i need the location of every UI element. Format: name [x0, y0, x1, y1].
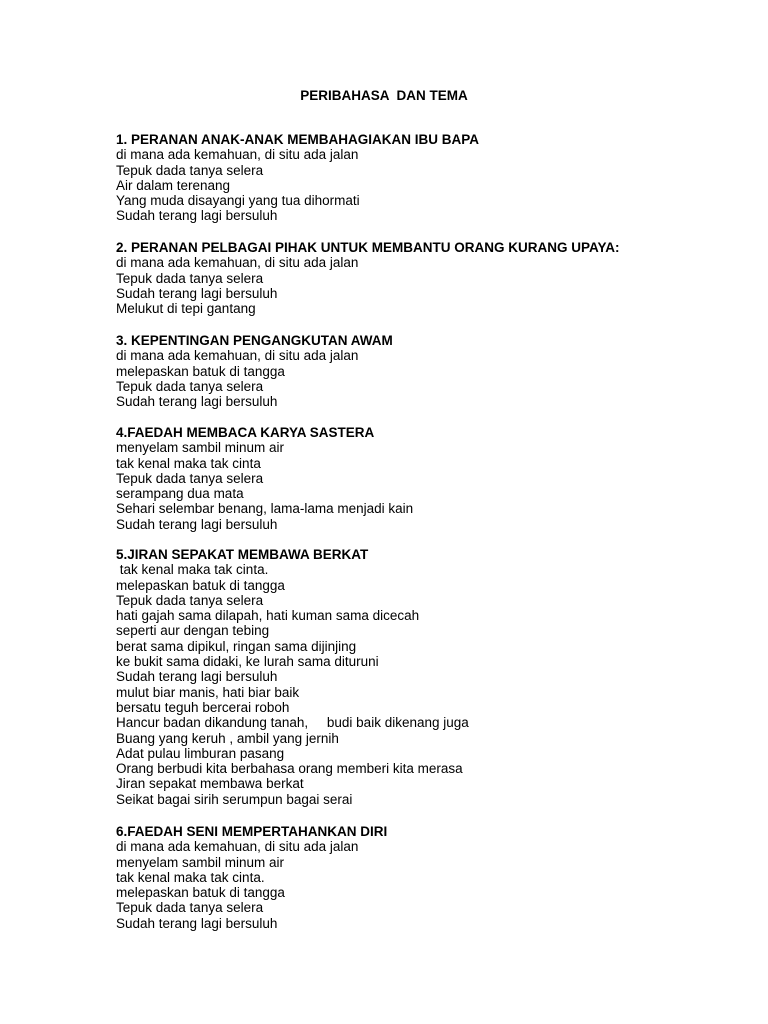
section-heading: 5.JIRAN SEPAKAT MEMBAWA BERKAT [116, 547, 369, 562]
proverb-line: Sudah terang lagi bersuluh [116, 394, 278, 410]
section-heading: 3. KEPENTINGAN PENGANGKUTAN AWAM [116, 333, 393, 348]
proverb-line: Tepuk dada tanya selera [116, 378, 264, 394]
section-heading: 2. PERANAN PELBAGAI PIHAK UNTUK MEMBANTU ORANG KURANG UPAYA: [116, 240, 620, 255]
proverb-line: Tepuk dada tanya selera [116, 900, 264, 916]
proverb-line: melepaskan batuk di tangga [116, 885, 285, 901]
proverb-line: menyelam sambil minum air [116, 440, 285, 456]
section-5 [116, 547, 736, 807]
proverb-line: tak kenal maka tak cinta. [116, 869, 265, 885]
proverb-line: tak kenal maka tak cinta. [116, 562, 269, 578]
proverb-line: Hancur badan dikandung tanah, budi baik dikenang juga [116, 715, 469, 731]
proverb-line: Tepuk dada tanya selera [116, 270, 264, 286]
proverb-line: di mana ada kemahuan, di situ ada jalan [116, 147, 359, 163]
proverb-line: Sudah terang lagi bersuluh [116, 285, 278, 301]
proverb-line: Tepuk dada tanya selera [116, 592, 264, 608]
document-title: PERIBAHASA DAN TEMA [300, 88, 468, 103]
proverb-line: melepaskan batuk di tangga [116, 363, 285, 379]
proverb-line: Jiran sepakat membawa berkat [116, 776, 304, 792]
proverb-line: di mana ada kemahuan, di situ ada jalan [116, 255, 359, 271]
section-4 [116, 425, 736, 532]
proverb-line: Sudah terang lagi bersuluh [116, 915, 278, 931]
proverb-line: Sudah terang lagi bersuluh [116, 669, 278, 685]
proverb-line: ke bukit sama didaki, ke lurah sama dituruni [116, 654, 379, 670]
section-6 [116, 824, 736, 931]
proverb-line: Seikat bagai sirih serumpun bagai serai [116, 791, 353, 807]
proverb-line: Adat pulau limburan pasang [116, 745, 285, 761]
proverb-line: mulut biar manis, hati biar baik [116, 684, 300, 700]
proverb-line: Air dalam terenang [116, 177, 231, 193]
proverb-line: Sehari selembar benang, lama-lama menjadi kain [116, 501, 414, 517]
proverb-line: Tepuk dada tanya selera [116, 470, 264, 486]
section-heading: 4.FAEDAH MEMBACA KARYA SASTERA [116, 425, 375, 440]
section-3 [116, 333, 736, 409]
proverb-line: serampang dua mata [116, 486, 244, 502]
proverb-line: Tepuk dada tanya selera [116, 162, 264, 178]
proverb-line: hati gajah sama dilapah, hati kuman sama dicecah [116, 608, 420, 624]
proverb-line: seperti aur dengan tebing [116, 623, 270, 639]
proverb-line: melepaskan batuk di tangga [116, 577, 285, 593]
proverb-line: Yang muda disayangi yang tua dihormati [116, 193, 360, 209]
proverb-line: Buang yang keruh , ambil yang jernih [116, 730, 339, 746]
section-heading: 6.FAEDAH SENI MEMPERTAHANKAN DIRI [116, 824, 388, 839]
proverb-line: tak kenal maka tak cinta [116, 455, 261, 471]
proverb-line: Sudah terang lagi bersuluh [116, 208, 278, 224]
proverb-line: Melukut di tepi gantang [116, 301, 256, 317]
proverb-line: di mana ada kemahuan, di situ ada jalan [116, 348, 359, 364]
proverb-line: berat sama dipikul, ringan sama dijinjing [116, 638, 357, 654]
section-1 [116, 132, 736, 224]
proverb-line: bersatu teguh bercerai roboh [116, 699, 290, 715]
proverb-line: di mana ada kemahuan, di situ ada jalan [116, 839, 359, 855]
proverb-line: Orang berbudi kita berbahasa orang memberi kita merasa [116, 761, 463, 777]
section-2 [116, 240, 736, 316]
proverb-line: menyelam sambil minum air [116, 854, 285, 870]
proverb-line: Sudah terang lagi bersuluh [116, 516, 278, 532]
section-heading: 1. PERANAN ANAK-ANAK MEMBAHAGIAKAN IBU BAPA [116, 132, 479, 147]
